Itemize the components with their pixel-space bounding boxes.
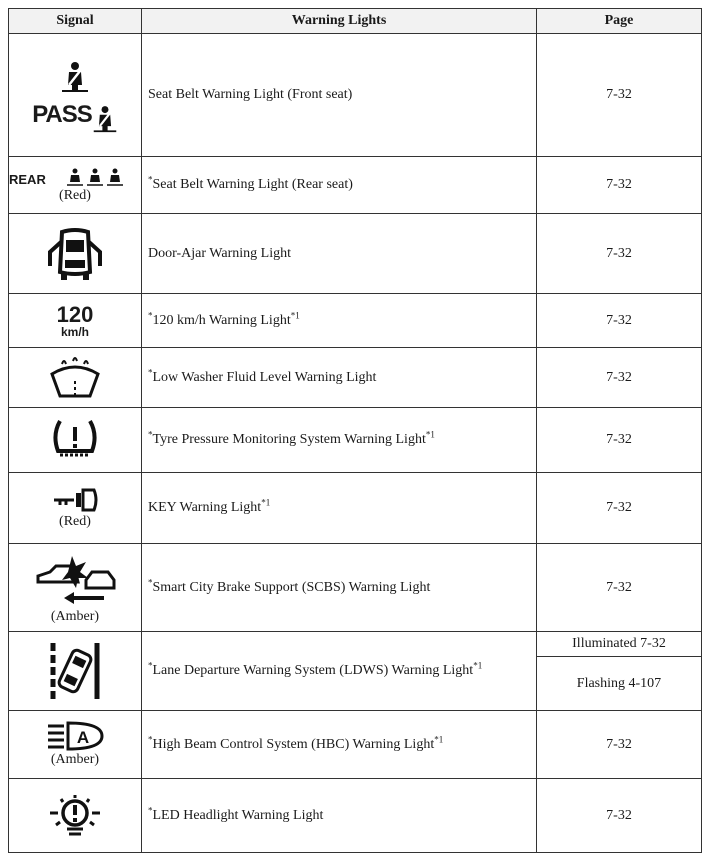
signal-cell xyxy=(9,473,142,544)
signal-cell xyxy=(9,294,142,348)
signal-cell xyxy=(9,157,142,214)
page-ref: 7-32 xyxy=(537,779,702,853)
star-mark: * xyxy=(148,660,153,671)
name-text: Smart City Brake Support (SCBS) Warning Light xyxy=(152,579,431,595)
speed-120-icon xyxy=(9,301,141,339)
page-ref-split xyxy=(537,632,702,711)
warning-light-name xyxy=(142,214,537,294)
table-row xyxy=(9,632,702,711)
warning-light-name xyxy=(142,632,537,711)
page-ref-illuminated: Illuminated 7-32 xyxy=(537,632,701,657)
page-ref: 7-32 xyxy=(537,214,702,294)
color-label: (Red) xyxy=(59,513,91,529)
footnote-mark: *1 xyxy=(425,429,435,440)
signal-cell xyxy=(9,779,142,853)
table-row xyxy=(9,473,702,544)
name-text: KEY Warning Light xyxy=(148,500,262,515)
scbs-icon xyxy=(30,550,120,608)
star-mark: * xyxy=(148,366,153,377)
page-ref: 7-32 xyxy=(537,348,702,408)
footnote-mark: *1 xyxy=(473,660,483,671)
washer-fluid-icon xyxy=(48,356,102,400)
name-text: Seat Belt Warning Light (Rear seat) xyxy=(152,177,353,192)
footnote-mark: *1 xyxy=(434,733,444,744)
seatbelt-front-icon xyxy=(9,61,141,129)
warning-light-name xyxy=(142,157,537,214)
color-label: (Amber) xyxy=(50,609,100,624)
table-row xyxy=(9,408,702,473)
page-ref: 7-32 xyxy=(537,408,702,473)
star-mark: * xyxy=(148,804,153,815)
warning-lights-table xyxy=(8,8,702,853)
color-label: (Amber) xyxy=(50,752,100,767)
led-headlight-icon xyxy=(44,793,106,839)
header-row xyxy=(9,9,702,34)
signal-cell xyxy=(9,632,142,711)
ldws-icon xyxy=(47,641,103,701)
warning-light-name xyxy=(142,779,537,853)
page-ref: 7-32 xyxy=(537,711,702,779)
signal-cell xyxy=(9,214,142,294)
table-row xyxy=(9,544,702,632)
star-mark: * xyxy=(148,733,153,744)
warning-light-name xyxy=(142,711,537,779)
star-mark: * xyxy=(148,174,153,185)
warning-light-name xyxy=(142,294,537,348)
pass-label: PASS xyxy=(32,101,92,128)
color-label: (Red) xyxy=(59,187,91,203)
page-ref: 7-32 xyxy=(537,157,702,214)
seatbelt-rear-icon xyxy=(9,167,141,204)
name-text: Door-Ajar Warning Light xyxy=(148,245,291,261)
speed-number: 120 xyxy=(56,301,94,327)
signal-cell xyxy=(9,348,142,408)
name-text: Seat Belt Warning Light (Front seat) xyxy=(148,87,353,102)
page-ref: 7-32 xyxy=(537,544,702,632)
name-text: 120 km/h Warning Light xyxy=(152,312,291,328)
warning-light-name xyxy=(142,473,537,544)
star-mark: * xyxy=(148,309,153,320)
page-ref-flashing: Flashing 4-107 xyxy=(576,675,662,691)
signal-cell xyxy=(9,408,142,473)
name-text: Lane Departure Warning System (LDWS) Warning Light xyxy=(152,663,474,678)
table-row xyxy=(9,157,702,214)
name-text: Tyre Pressure Monitoring System Warning Light xyxy=(152,432,426,447)
warning-light-name xyxy=(142,34,537,157)
table-row xyxy=(9,294,702,348)
speed-unit: km/h xyxy=(60,324,89,339)
key-icon xyxy=(50,487,100,513)
name-text: LED Headlight Warning Light xyxy=(152,807,324,823)
hbc-icon xyxy=(46,721,104,751)
svg-text:A: A xyxy=(76,728,90,747)
header-page: Page xyxy=(537,9,702,34)
signal-cell xyxy=(9,34,142,157)
rear-label: REAR xyxy=(9,171,46,187)
footnote-mark: *1 xyxy=(290,309,300,320)
signal-cell xyxy=(9,711,142,779)
warning-light-name xyxy=(142,348,537,408)
table-row xyxy=(9,779,702,853)
table-row xyxy=(9,711,702,779)
table-row xyxy=(9,214,702,294)
signal-cell xyxy=(9,544,142,632)
page-ref: 7-32 xyxy=(537,34,702,157)
header-signal: Signal xyxy=(9,9,142,34)
table-row xyxy=(9,34,702,157)
door-ajar-icon xyxy=(45,226,105,282)
page-ref: 7-32 xyxy=(537,294,702,348)
star-mark: * xyxy=(148,576,153,587)
tyre-pressure-icon xyxy=(50,417,100,463)
page-ref: 7-32 xyxy=(537,473,702,544)
warning-light-name xyxy=(142,408,537,473)
header-warning-lights: Warning Lights xyxy=(142,9,537,34)
name-text: High Beam Control System (HBC) Warning Light xyxy=(152,736,435,752)
table-row xyxy=(9,348,702,408)
name-text: Low Washer Fluid Level Warning Light xyxy=(152,369,377,385)
star-mark: * xyxy=(148,429,153,440)
warning-light-name xyxy=(142,544,537,632)
footnote-mark: *1 xyxy=(261,497,271,508)
